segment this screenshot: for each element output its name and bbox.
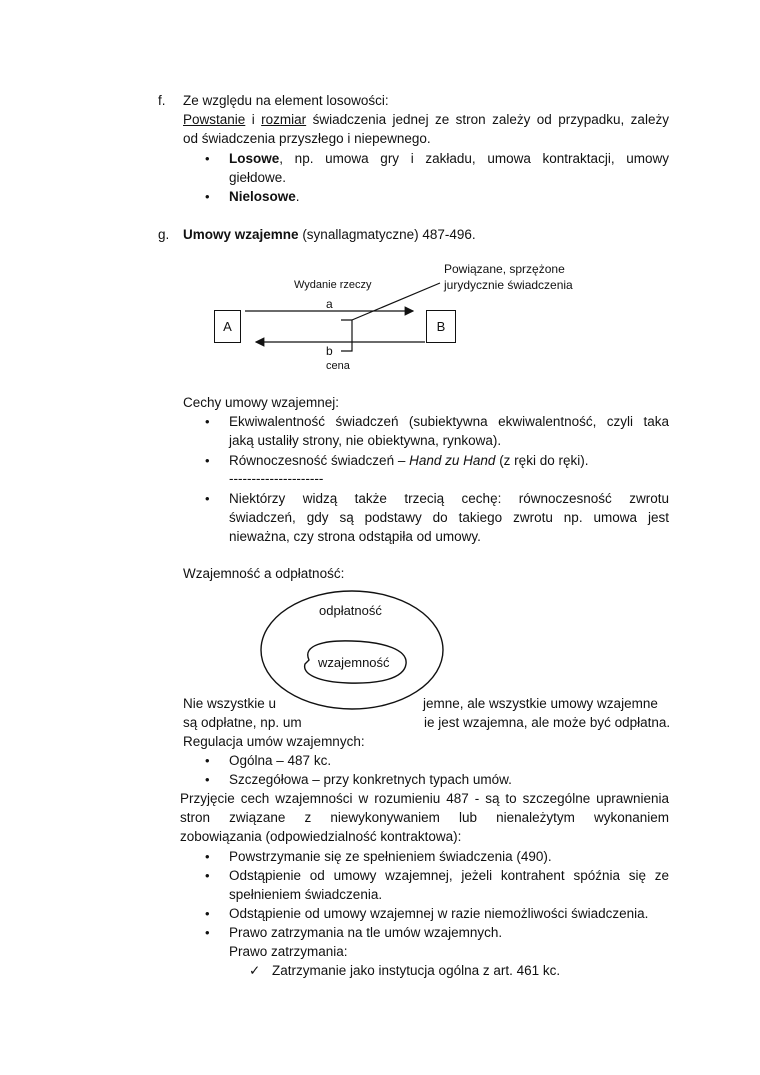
nielosowe-label: Nielosowe bbox=[229, 189, 296, 204]
losowe-desc: , np. umowa gry i zakładu, umowa kontraktacji, umowy bbox=[279, 151, 669, 166]
hand-zu-hand: Hand zu Hand bbox=[409, 453, 496, 468]
section-f-heading: Ze względu na element losowości: bbox=[183, 93, 389, 108]
powiazane-label: Powiązane, sprzężone bbox=[444, 262, 565, 276]
period: . bbox=[295, 189, 300, 204]
bullet: • bbox=[205, 772, 210, 787]
prawo-zatrzymania-item: Prawo zatrzymania na tle umów wzajemnych. bbox=[229, 925, 503, 940]
przyjecie-line1: Przyjęcie cech wzajemności w rozumieniu 487 - są to szczególne uprawnienia bbox=[180, 791, 669, 806]
odstapienie-spoznienie-line2: spełnieniem świadczenia. bbox=[229, 887, 383, 902]
wzajemnosc-label: wzajemność bbox=[318, 655, 390, 670]
link-bracket bbox=[341, 320, 352, 351]
rownoczesnosc-rest: (z ręki do ręki). bbox=[499, 453, 589, 468]
niektorzy-line1: Niektórzy widzą także trzecią cechę: równoczesność zwrotu bbox=[229, 491, 669, 506]
paragraph-line1-left: Nie wszystkie u bbox=[183, 696, 277, 711]
paragraph-line1-right: jemne, ale wszystkie umowy wzajemne bbox=[423, 696, 658, 711]
wydanie-rzeczy-label: Wydanie rzeczy bbox=[294, 279, 372, 291]
label-a: a bbox=[326, 297, 333, 311]
zatrzymanie-item: Zatrzymanie jako instytucja ogólna z art. 461 kc. bbox=[272, 963, 561, 978]
bullet: • bbox=[205, 491, 210, 506]
bullet: • bbox=[205, 189, 210, 204]
powstrzymanie-item: Powstrzymanie się ze spełnieniem świadczenia (490). bbox=[229, 849, 552, 864]
ogolna-item: Ogólna – 487 kc. bbox=[229, 753, 332, 768]
rownoczesnosc-item bbox=[229, 451, 588, 470]
bullet: • bbox=[205, 868, 210, 883]
rozmiar-word: rozmiar bbox=[261, 112, 307, 127]
bullet: • bbox=[205, 414, 210, 429]
odstapienie-niemozliwosc-item: Odstąpienie od umowy wzajemnej w razie niemożliwości świadczenia. bbox=[229, 906, 649, 921]
rownoczesnosc-text: Równoczesność świadczeń – bbox=[229, 453, 406, 468]
odstapienie-spoznienie-line1: Odstąpienie od umowy wzajemnej, jeżeli kontrahent spóźnia się ze bbox=[229, 868, 669, 883]
party-b-box: B bbox=[426, 310, 456, 343]
odplatnosc-label: odpłatność bbox=[319, 603, 382, 618]
bullet: • bbox=[205, 753, 210, 768]
niektorzy-line2: świadczeń, gdy są podstawy do takiego zwrotu np. umowa jest bbox=[229, 510, 669, 525]
paragraph-line2-right: ie jest wzajemna, ale może być odpłatna. bbox=[424, 715, 671, 730]
list-letter-g: g. bbox=[158, 227, 170, 242]
paragraph-line2-left: są odpłatne, np. um bbox=[183, 715, 302, 730]
losowe-item-line2: giełdowe. bbox=[229, 170, 287, 185]
jurydycznie-label: jurydycznie świadczenia bbox=[444, 278, 573, 292]
prawo-zatrzymania-heading: Prawo zatrzymania: bbox=[229, 944, 348, 959]
bullet: • bbox=[205, 453, 210, 468]
desc-rest: świadczenia jednej ze stron zależy od przypadku, zależy bbox=[312, 112, 669, 127]
bullet: • bbox=[205, 151, 210, 166]
party-a-box: A bbox=[214, 310, 241, 343]
list-letter-f: f. bbox=[158, 93, 166, 108]
checkmark-icon: ✓ bbox=[249, 963, 261, 978]
section-f-description-line2: od świadczenia przyszłego i niepewnego. bbox=[183, 131, 431, 146]
szczegolowa-item: Szczegółowa – przy konkretnych typach umów. bbox=[229, 772, 512, 787]
wzajemnosc-heading: Wzajemność a odpłatność: bbox=[183, 566, 345, 581]
ekwiwalentnosc-line1: Ekwiwalentność świadczeń (subiektywna ekwiwalentność, czyli taka bbox=[229, 414, 669, 429]
conjunction: i bbox=[251, 112, 255, 127]
bullet: • bbox=[205, 925, 210, 940]
przyjecie-line2: stron związane z niewykonywaniem lub nienależytym wykonaniem bbox=[180, 810, 669, 825]
bullet: • bbox=[205, 849, 210, 864]
regulacja-heading: Regulacja umów wzajemnych: bbox=[183, 734, 365, 749]
cechy-heading: Cechy umowy wzajemnej: bbox=[183, 395, 340, 410]
powstanie-word: Powstanie bbox=[183, 112, 246, 127]
ekwiwalentnosc-line2: jaką ustaliły strony, nie obiektywna, rynkowa). bbox=[229, 433, 502, 448]
przyjecie-line3: zobowiązania (odpowiedzialność kontraktowa): bbox=[180, 829, 462, 844]
dash-separator: --------------------- bbox=[229, 471, 324, 486]
label-b: b bbox=[326, 344, 333, 358]
bullet: • bbox=[205, 906, 210, 921]
losowe-label: Losowe bbox=[229, 151, 280, 166]
umowy-wzajemne-title: Umowy wzajemne bbox=[183, 227, 299, 242]
section-g-title-rest: (synallagmatyczne) 487-496. bbox=[302, 227, 476, 242]
niektorzy-line3: nieważna, czy strona odstąpiła od umowy. bbox=[229, 529, 481, 544]
cena-label: cena bbox=[326, 360, 350, 372]
